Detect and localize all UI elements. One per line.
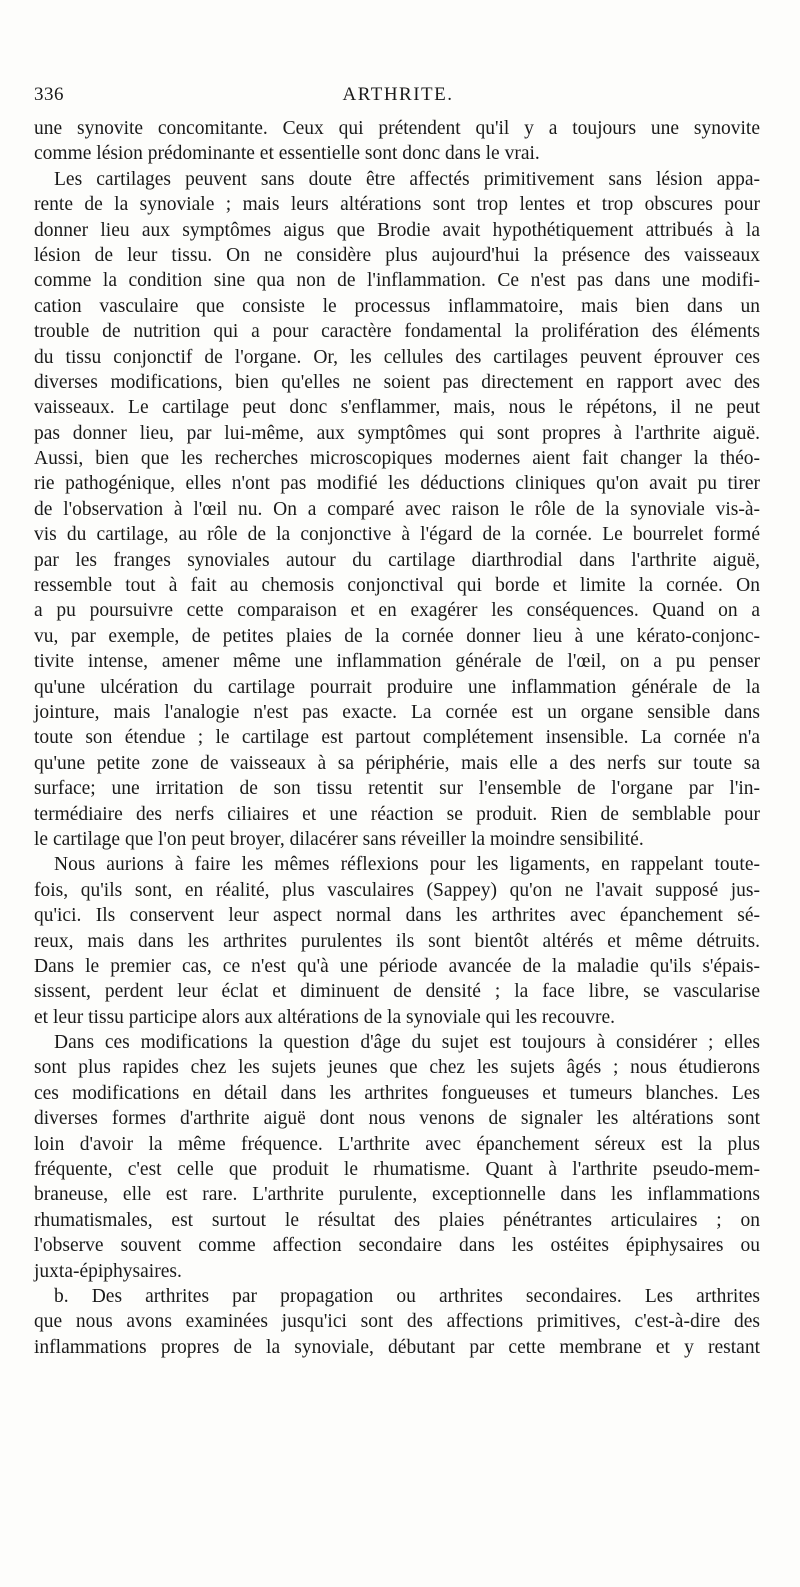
- text-line: braneuse, elle est rare. L'arthrite purulente, exceptionnelle dans les inflammations: [34, 1184, 760, 1206]
- page-number: 336: [34, 84, 64, 105]
- running-title: ARTHRITE.: [342, 84, 454, 105]
- text-line: le cartilage que l'on peut broyer, dilacérer sans réveiller la moindre sensibilité.: [34, 828, 644, 850]
- text-line: loin d'avoir la même fréquence. L'arthrite avec épanchement séreux est la plus: [34, 1133, 760, 1155]
- text-line: par les franges synoviales autour du cartilage diarthrodial dans l'arthrite aiguë,: [34, 549, 760, 571]
- text-line: une synovite concomitante. Ceux qui prétendent qu'il y a toujours une synovite: [34, 118, 760, 139]
- text-line: vaisseaux. Le cartilage peut donc s'enflammer, mais, nous le répétons, il ne peut: [34, 397, 760, 419]
- text-line: vis du cartilage, au rôle de la conjonctive à l'égard de la cornée. Le bourrelet formé: [34, 524, 760, 546]
- text-line: Dans ces modifications la question d'âge du sujet est toujours à considérer ; elles: [54, 1032, 760, 1054]
- text-line: surface; une irritation de son tissu retentit sur l'ensemble de l'organe par l'in-: [34, 778, 760, 800]
- text-line: jointure, mais l'analogie n'est pas exacte. La cornée est un organe sensible dans: [34, 701, 760, 723]
- text-line: Aussi, bien que les recherches microscopiques modernes aient fait changer la théo-: [34, 448, 760, 470]
- text-line: Les cartilages peuvent sans doute être affectés primitivement sans lésion appa-: [54, 168, 760, 190]
- text-line: et leur tissu participe alors aux altérations de la synoviale qui les recouvre.: [34, 1006, 616, 1028]
- text-line: toute son étendue ; le cartilage est partout complétement insensible. La cornée n'a: [34, 727, 760, 749]
- text-line: comme la condition sine qua non de l'inflammation. Ce n'est pas dans une modifi-: [34, 270, 760, 292]
- text-line: juxta-épiphysaires.: [34, 1260, 182, 1282]
- running-header: [34, 84, 762, 112]
- text-line: du tissu conjonctif de l'organe. Or, les cellules des cartilages peuvent éprouver ces: [34, 346, 760, 368]
- text-line: pas donner lieu, par lui-même, aux symptômes qui sont propres à l'arthrite aiguë.: [34, 422, 760, 444]
- text-line: inflammations propres de la synoviale, débutant par cette membrane et y restant: [34, 1336, 760, 1358]
- text-line: donner lieu aux symptômes aigus que Brodie avait hypothétiquement attribués à la: [34, 219, 760, 241]
- text-line: fréquente, c'est celle que produit le rhumatisme. Quant à l'arthrite pseudo-mem-: [34, 1159, 760, 1181]
- text-line: diverses formes d'arthrite aiguë dont nous venons de signaler les altérations sont: [34, 1108, 760, 1130]
- body-text: [34, 116, 760, 1360]
- text-line: qu'une ulcération du cartilage pourrait produire une inflammation générale de la: [34, 676, 760, 698]
- text-line: qu'une petite zone de vaisseaux à sa périphérie, mais elle a des nerfs sur toute sa: [34, 752, 760, 774]
- text-line: cation vasculaire que consiste le processus inflammatoire, mais bien dans un: [34, 295, 760, 317]
- text-line: Nous aurions à faire les mêmes réflexions pour les ligaments, en rappelant toute-: [54, 854, 760, 876]
- text-line: a pu poursuivre cette comparaison et en exagérer les conséquences. Quand on a: [34, 600, 760, 622]
- text-line: ces modifications en détail dans les arthrites fongueuses et tumeurs blanches. Les: [34, 1082, 760, 1104]
- text-line: trouble de nutrition qui a pour caractère fondamental la prolifération des éléments: [34, 321, 760, 343]
- text-line: vu, par exemple, de petites plaies de la cornée donner lieu à une kérato-conjonc-: [34, 625, 760, 647]
- text-line: qu'ici. Ils conservent leur aspect normal dans les arthrites avec épanchement sé-: [34, 905, 760, 927]
- text-line: lésion de leur tissu. On ne considère plus aujourd'hui la présence des vaisseaux: [34, 244, 760, 266]
- text-line: termédiaire des nerfs ciliaires et une réaction se produit. Rien de semblable pour: [34, 803, 760, 825]
- text-line: que nous avons examinées jusqu'ici sont des affections primitives, c'est-à-dire des: [34, 1311, 760, 1333]
- text-line: tivite intense, amener même une inflammation générale de l'œil, on a pu penser: [34, 651, 760, 673]
- text-line: fois, qu'ils sont, en réalité, plus vasculaires (Sappey) qu'on ne l'avait supposé jus-: [34, 879, 760, 901]
- text-line: diverses modifications, bien qu'elles ne soient pas directement en rapport avec des: [34, 371, 760, 393]
- text-line: b. Des arthrites par propagation ou arthrites secondaires. Les arthrites: [54, 1285, 760, 1307]
- text-line: sissent, perdent leur éclat et diminuent de densité ; la face libre, se vascularise: [34, 981, 760, 1003]
- text-line: comme lésion prédominante et essentielle sont donc dans le vrai.: [34, 143, 540, 165]
- text-line: rente de la synoviale ; mais leurs altérations sont trop lentes et trop obscures pour: [34, 194, 760, 216]
- text-line: sont plus rapides chez les sujets jeunes que chez les sujets âgés ; nous étudierons: [34, 1057, 760, 1079]
- text-line: ressemble tout à fait au chemosis conjonctival qui borde et limite la cornée. On: [34, 575, 760, 597]
- text-line: de l'observation à l'œil nu. On a comparé avec raison le rôle de la synoviale vis-à-: [34, 498, 760, 520]
- text-line: rie pathogénique, elles n'ont pas modifié les déductions cliniques qu'on avait pu tirer: [34, 473, 760, 495]
- text-line: reux, mais dans les arthrites purulentes ils sont bientôt altérés et même détruits.: [34, 930, 760, 952]
- text-line: l'observe souvent comme affection secondaire dans les ostéites épiphysaires ou: [34, 1235, 760, 1257]
- text-line: Dans le premier cas, ce n'est qu'à une période avancée de la maladie qu'ils s'épais-: [34, 955, 760, 977]
- text-line: rhumatismales, est surtout le résultat des plaies pénétrantes articulaires ; on: [34, 1209, 760, 1231]
